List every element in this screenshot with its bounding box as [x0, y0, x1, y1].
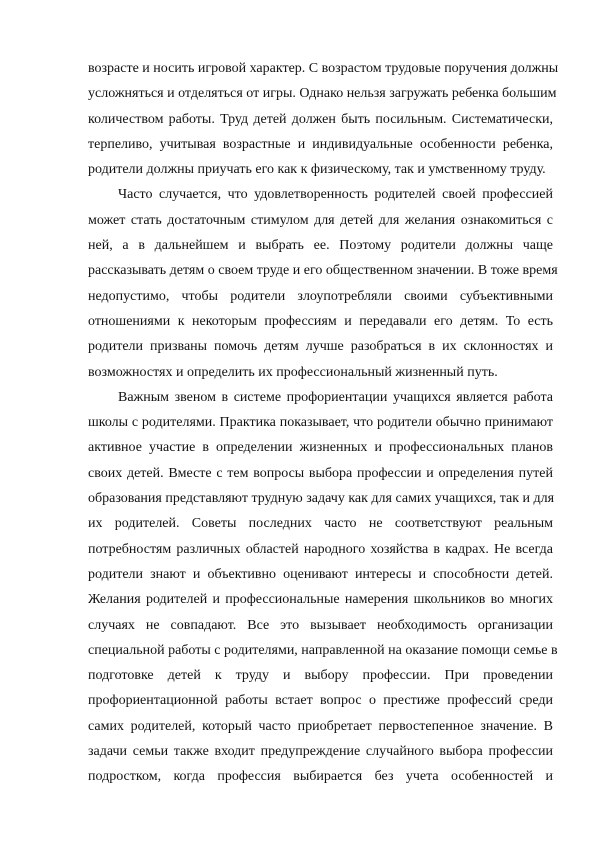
text-line: профориентационной работы встает вопрос о престиже профессий среди [88, 693, 553, 709]
text-line: родители призваны помочь детям лучше разобраться в их склонностях и [88, 339, 553, 355]
text-line: образования представляют трудную задачу как для самих учащихся, так и для [88, 491, 555, 507]
text-line: Часто случается, что удовлетворенность родителей своей профессией [118, 187, 553, 203]
text-line: рассказывать детям о своем труде и его общественном значении. В тоже время [88, 263, 558, 279]
text-line: усложняться и отделяться от игры. Однако нельзя загружать ребенка большим [88, 86, 557, 102]
text-line: задачи семьи также входит предупреждение случайного выбора профессии [88, 744, 553, 760]
document-body [88, 56, 559, 790]
text-line: специальной работы с родителями, направленной на оказание помощи семье в [88, 642, 558, 658]
text-line: активное участие в определении жизненных и профессиональных планов [88, 440, 553, 456]
text-line: самих родителей, который часто приобретает первостепенное значение. В [88, 718, 553, 734]
text-line: Желания родителей и профессиональные намерения школьников во многих [88, 592, 553, 608]
text-line: может стать достаточным стимулом для детей для желания ознакомиться с [88, 212, 553, 228]
text-line: недопустимо, чтобы родители злоупотребляли своими субъективными [88, 288, 553, 304]
text-line: возрасте и носить игровой характер. С возрастом трудовые поручения должны [88, 61, 559, 76]
text-line: количеством работы. Труд детей должен быть посильным. Систематически, [88, 111, 553, 127]
text-line: своих детей. Вместе с тем вопросы выбора профессии и определения путей [88, 465, 553, 481]
text-line: Важным звеном в системе профориентации учащихся является работа [118, 389, 553, 405]
text-line: терпеливо, учитывая возрастные и индивидуальные особенности ребенка, [88, 136, 553, 152]
text-line: потребностям различных областей народного хозяйства в кадрах. Не всегда [88, 541, 553, 557]
text-line: ней, а в дальнейшем и выбрать ее. Поэтому родители должны чаще [88, 238, 553, 254]
text-line: школы с родителями. Практика показывает, что родители обычно принимают [88, 415, 553, 431]
text-line: подростком, когда профессия выбирается без учета особенностей и [88, 769, 553, 785]
text-line: их родителей. Советы последних часто не соответствуют реальным [88, 516, 553, 532]
text-line: родители должны приучать его как к физическому, так и умственному труду. [88, 162, 546, 178]
text-line: отношениями к некоторым профессиям и передавали его детям. То есть [88, 313, 553, 329]
text-line: возможностях и определить их профессиональный жизненный путь. [88, 364, 498, 380]
text-line: случаях не совпадают. Все это вызывает необходимость организации [88, 617, 553, 633]
text-line: родители знают и объективно оценивают интересы и способности детей. [88, 566, 553, 582]
text-line: подготовке детей к труду и выбору профессии. При проведении [88, 668, 553, 684]
